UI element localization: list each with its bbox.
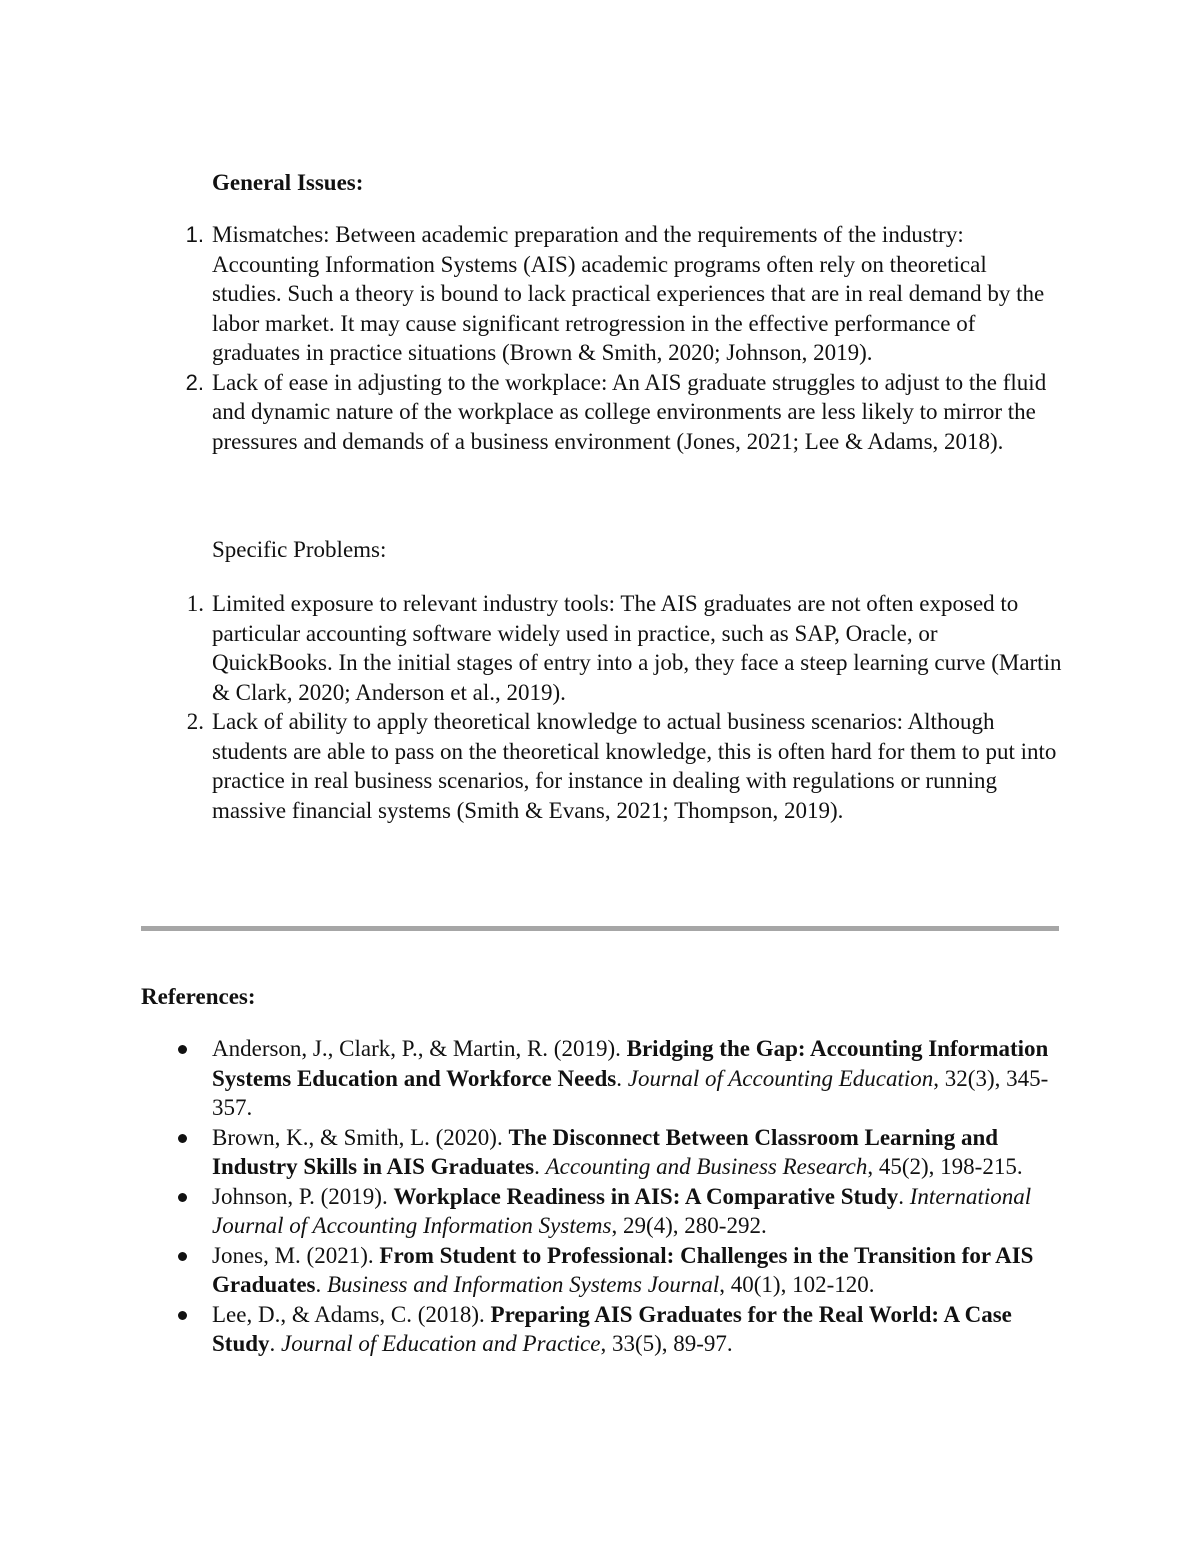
reference-details: , 45(2), 198-215. [867,1154,1023,1179]
list-number: 1. [186,591,204,616]
reference-journal: Accounting and Business Research [545,1154,868,1179]
list-number: 2. [186,709,204,734]
reference-title: From Student to Professional: Challenges in the Transition for AIS Graduates [212,1242,1034,1297]
reference-details: , 33(5), 89-97. [600,1331,733,1356]
bullet-icon [178,1252,187,1261]
list-item [186,589,1062,707]
reference-authors: Brown, K., & Smith, L. (2020). [212,1124,509,1150]
list-item [186,707,1062,825]
reference-item [212,1300,1062,1359]
specific-problems-list [186,589,1062,825]
specific-problems-heading: Specific Problems: [212,537,387,562]
references-list [212,1034,1062,1359]
reference-authors: Jones, M. (2021). [212,1242,380,1268]
reference-item [212,1034,1062,1123]
bullet-icon [178,1193,187,1202]
reference-title: Workplace Readiness in AIS: A Comparative Study [393,1183,899,1209]
bullet-icon [178,1045,187,1054]
reference-journal: Journal of Education and Practice [281,1331,601,1356]
reference-authors: Anderson, J., Clark, P., & Martin, R. (2019). [212,1036,627,1061]
reference-title: Bridging the Gap: Accounting Information Systems Education and Workforce Needs [212,1036,1049,1091]
reference-separator: . [534,1154,546,1179]
list-item-text: Limited exposure to relevant industry tools: The AIS graduates are not often exposed to particular accounting software widely used in practice, such as SAP, Oracle, or QuickBooks. In the initial stages of entry into a job, they face a steep learning curve (Martin & Clark, 2020; Anderson et al., 2019). [212,591,1062,705]
general-issues-heading: General Issues: [212,170,364,195]
reference-separator: . [315,1272,327,1297]
reference-journal: International Journal of Accounting Information Systems [212,1183,1032,1238]
list-item-text: Lack of ease in adjusting to the workplace: An AIS graduate struggles to adjust to the fluid and dynamic nature of the workplace as college environments are less likely to mirror the pressures and demands of a business environment (Jones, 2021; Lee & Adams, 2018). [212,369,1047,454]
reference-separator: . [269,1331,282,1356]
list-item [185,220,1062,368]
reference-journal: Journal of Accounting Education [627,1065,934,1091]
list-number: 1. [185,222,204,247]
reference-separator: . [616,1065,628,1091]
horizontal-divider [141,926,1059,931]
list-number: 2. [185,369,204,395]
reference-item [212,1241,1062,1300]
reference-details: , 40(1), 102-120. [719,1272,875,1297]
reference-authors: Johnson, P. (2019). [212,1183,394,1209]
general-issues-list [185,220,1062,456]
reference-details: , 32(3), 345-357. [212,1065,1049,1120]
reference-title: Preparing AIS Graduates for the Real World: A Case Study [212,1301,1012,1356]
reference-title: The Disconnect Between Classroom Learning and Industry Skills in AIS Graduates [212,1124,999,1179]
reference-item [212,1123,1062,1182]
list-item [185,368,1062,457]
reference-journal: Business and Information Systems Journal [327,1272,720,1297]
reference-separator: . [898,1183,910,1209]
list-item-text: Lack of ability to apply theoretical knowledge to actual business scenarios: Although students are able to pass on the theoretical knowledge, this is often hard for them to put into practice in real business scenarios, for instance in dealing with regulations or running massive financial systems (Smith & Evans, 2021; Thompson, 2019). [212,709,1057,823]
reference-authors: Lee, D., & Adams, C. (2018). [212,1301,491,1327]
list-item-text: Mismatches: Between academic preparation and the requirements of the industry: Accounting Information Systems (AIS) academic programs often rely on theoretical studies. Such a theory is bound to lack practical experiences that are in real demand by the labor market. It may cause significant retrogression in the effective performance of graduates in practice situations (Brown & Smith, 2020; Johnson, 2019). [212,222,1045,365]
references-heading: References: [141,984,256,1009]
reference-details: , 29(4), 280-292. [611,1213,767,1238]
reference-item [212,1182,1062,1241]
bullet-icon [178,1311,187,1320]
bullet-icon [178,1134,187,1143]
